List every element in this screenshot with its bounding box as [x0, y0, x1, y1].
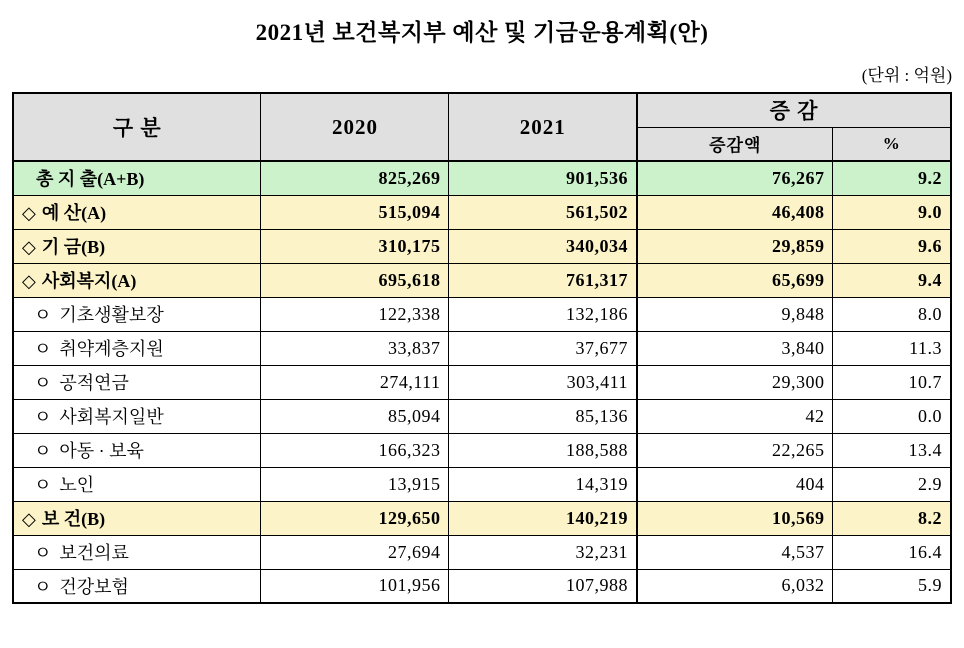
row-label — [13, 433, 261, 467]
table-row — [13, 161, 951, 195]
row-label — [13, 297, 261, 331]
cell-year-prev: 33,837 — [261, 331, 449, 365]
row-label-text: 아동 · 보육 — [59, 441, 144, 461]
column-header-change-group: 증 감 — [637, 93, 951, 127]
row-label — [13, 501, 261, 535]
cell-change-pct: 9.0 — [833, 195, 951, 229]
row-label — [13, 331, 261, 365]
cell-year-prev: 101,956 — [261, 569, 449, 603]
cell-year-prev: 274,111 — [261, 365, 449, 399]
cell-change-pct: 9.4 — [833, 263, 951, 297]
table-row — [13, 501, 951, 535]
cell-change-pct: 5.9 — [833, 569, 951, 603]
bullet-icon: ㅇ — [33, 543, 52, 563]
bullet-icon: ㅇ — [33, 339, 52, 359]
cell-year-curr: 132,186 — [449, 297, 637, 331]
row-label-text: 기초생활보장 — [59, 305, 164, 325]
cell-year-curr: 32,231 — [449, 535, 637, 569]
bullet-icon: ㅇ — [33, 373, 52, 393]
row-label-text: 취약계층지원 — [59, 339, 164, 359]
bullet-icon: ㅇ — [33, 407, 52, 427]
bullet-icon: ㅇ — [33, 475, 52, 495]
document-page — [0, 14, 964, 648]
cell-year-curr: 188,588 — [449, 433, 637, 467]
row-label — [13, 467, 261, 501]
row-label — [13, 229, 261, 263]
cell-change-pct: 13.4 — [833, 433, 951, 467]
row-label — [13, 161, 261, 195]
cell-change-pct: 16.4 — [833, 535, 951, 569]
bullet-icon: ㅇ — [33, 441, 52, 461]
cell-change-amount: 29,859 — [637, 229, 833, 263]
table-row — [13, 263, 951, 297]
row-label-text: 사회복지일반 — [59, 407, 164, 427]
cell-change-pct: 8.2 — [833, 501, 951, 535]
cell-change-pct: 2.9 — [833, 467, 951, 501]
row-label — [13, 263, 261, 297]
cell-year-prev: 310,175 — [261, 229, 449, 263]
row-label-text: 노인 — [59, 475, 95, 495]
row-label-text: 건강보험 — [59, 576, 129, 597]
cell-change-amount: 404 — [637, 467, 833, 501]
cell-change-amount: 65,699 — [637, 263, 833, 297]
table-row — [13, 399, 951, 433]
cell-year-prev: 85,094 — [261, 399, 449, 433]
page-title: 2021년 보건복지부 예산 및 기금운용계획(안) — [255, 20, 709, 45]
cell-year-prev: 166,323 — [261, 433, 449, 467]
cell-year-curr: 561,502 — [449, 195, 637, 229]
diamond-icon: ◇ — [21, 271, 36, 291]
table-row — [13, 467, 951, 501]
row-label-text: 보건의료 — [59, 543, 129, 563]
row-label-text: 예 산(A) — [41, 203, 107, 223]
row-label — [13, 399, 261, 433]
unit-note: (단위 : 억원) — [861, 66, 952, 85]
table-row — [13, 535, 951, 569]
cell-year-curr: 761,317 — [449, 263, 637, 297]
table-row — [13, 331, 951, 365]
cell-year-curr: 85,136 — [449, 399, 637, 433]
column-header-category: 구 분 — [13, 93, 261, 161]
cell-change-amount: 6,032 — [637, 569, 833, 603]
diamond-icon: ◇ — [21, 237, 36, 257]
cell-year-prev: 129,650 — [261, 501, 449, 535]
budget-table — [12, 92, 952, 604]
row-label-text: 사회복지(A) — [41, 271, 137, 291]
row-label — [13, 535, 261, 569]
cell-change-amount: 3,840 — [637, 331, 833, 365]
row-label — [13, 569, 261, 603]
table-row — [13, 297, 951, 331]
cell-year-prev: 13,915 — [261, 467, 449, 501]
cell-change-amount: 4,537 — [637, 535, 833, 569]
cell-year-prev: 825,269 — [261, 161, 449, 195]
cell-change-amount: 76,267 — [637, 161, 833, 195]
cell-change-pct: 8.0 — [833, 297, 951, 331]
row-label-text: 총 지 출(A+B) — [35, 169, 145, 190]
diamond-icon: ◇ — [21, 203, 36, 223]
cell-change-pct: 0.0 — [833, 399, 951, 433]
cell-change-pct: 9.2 — [833, 161, 951, 195]
table-row — [13, 365, 951, 399]
cell-year-curr: 303,411 — [449, 365, 637, 399]
row-label-text: 보 건(B) — [41, 509, 106, 529]
cell-change-pct: 9.6 — [833, 229, 951, 263]
table-body — [13, 161, 951, 603]
cell-year-prev: 695,618 — [261, 263, 449, 297]
cell-change-amount: 9,848 — [637, 297, 833, 331]
row-label-text: 기 금(B) — [41, 237, 106, 257]
table-row — [13, 569, 951, 603]
cell-year-curr: 107,988 — [449, 569, 637, 603]
cell-year-curr: 340,034 — [449, 229, 637, 263]
table-row — [13, 433, 951, 467]
diamond-icon: ◇ — [21, 509, 36, 529]
cell-change-pct: 10.7 — [833, 365, 951, 399]
cell-year-prev: 515,094 — [261, 195, 449, 229]
cell-change-amount: 22,265 — [637, 433, 833, 467]
cell-year-curr: 140,219 — [449, 501, 637, 535]
bullet-icon: ㅇ — [33, 305, 52, 325]
table-row — [13, 229, 951, 263]
cell-change-amount: 46,408 — [637, 195, 833, 229]
table-row — [13, 195, 951, 229]
cell-change-amount: 10,569 — [637, 501, 833, 535]
cell-year-prev: 27,694 — [261, 535, 449, 569]
cell-change-pct: 11.3 — [833, 331, 951, 365]
cell-year-curr: 901,536 — [449, 161, 637, 195]
column-header-year-prev: 2020 — [261, 93, 449, 161]
table-header — [13, 93, 951, 161]
cell-year-curr: 14,319 — [449, 467, 637, 501]
bullet-icon: ㅇ — [33, 576, 52, 597]
cell-year-curr: 37,677 — [449, 331, 637, 365]
row-label — [13, 365, 261, 399]
cell-change-amount: 42 — [637, 399, 833, 433]
row-label — [13, 195, 261, 229]
column-header-year-curr: 2021 — [449, 93, 637, 161]
column-header-change-amount: 증감액 — [637, 127, 833, 161]
cell-change-amount: 29,300 — [637, 365, 833, 399]
column-header-change-pct: % — [833, 127, 951, 161]
cell-year-prev: 122,338 — [261, 297, 449, 331]
row-label-text: 공적연금 — [59, 373, 129, 393]
